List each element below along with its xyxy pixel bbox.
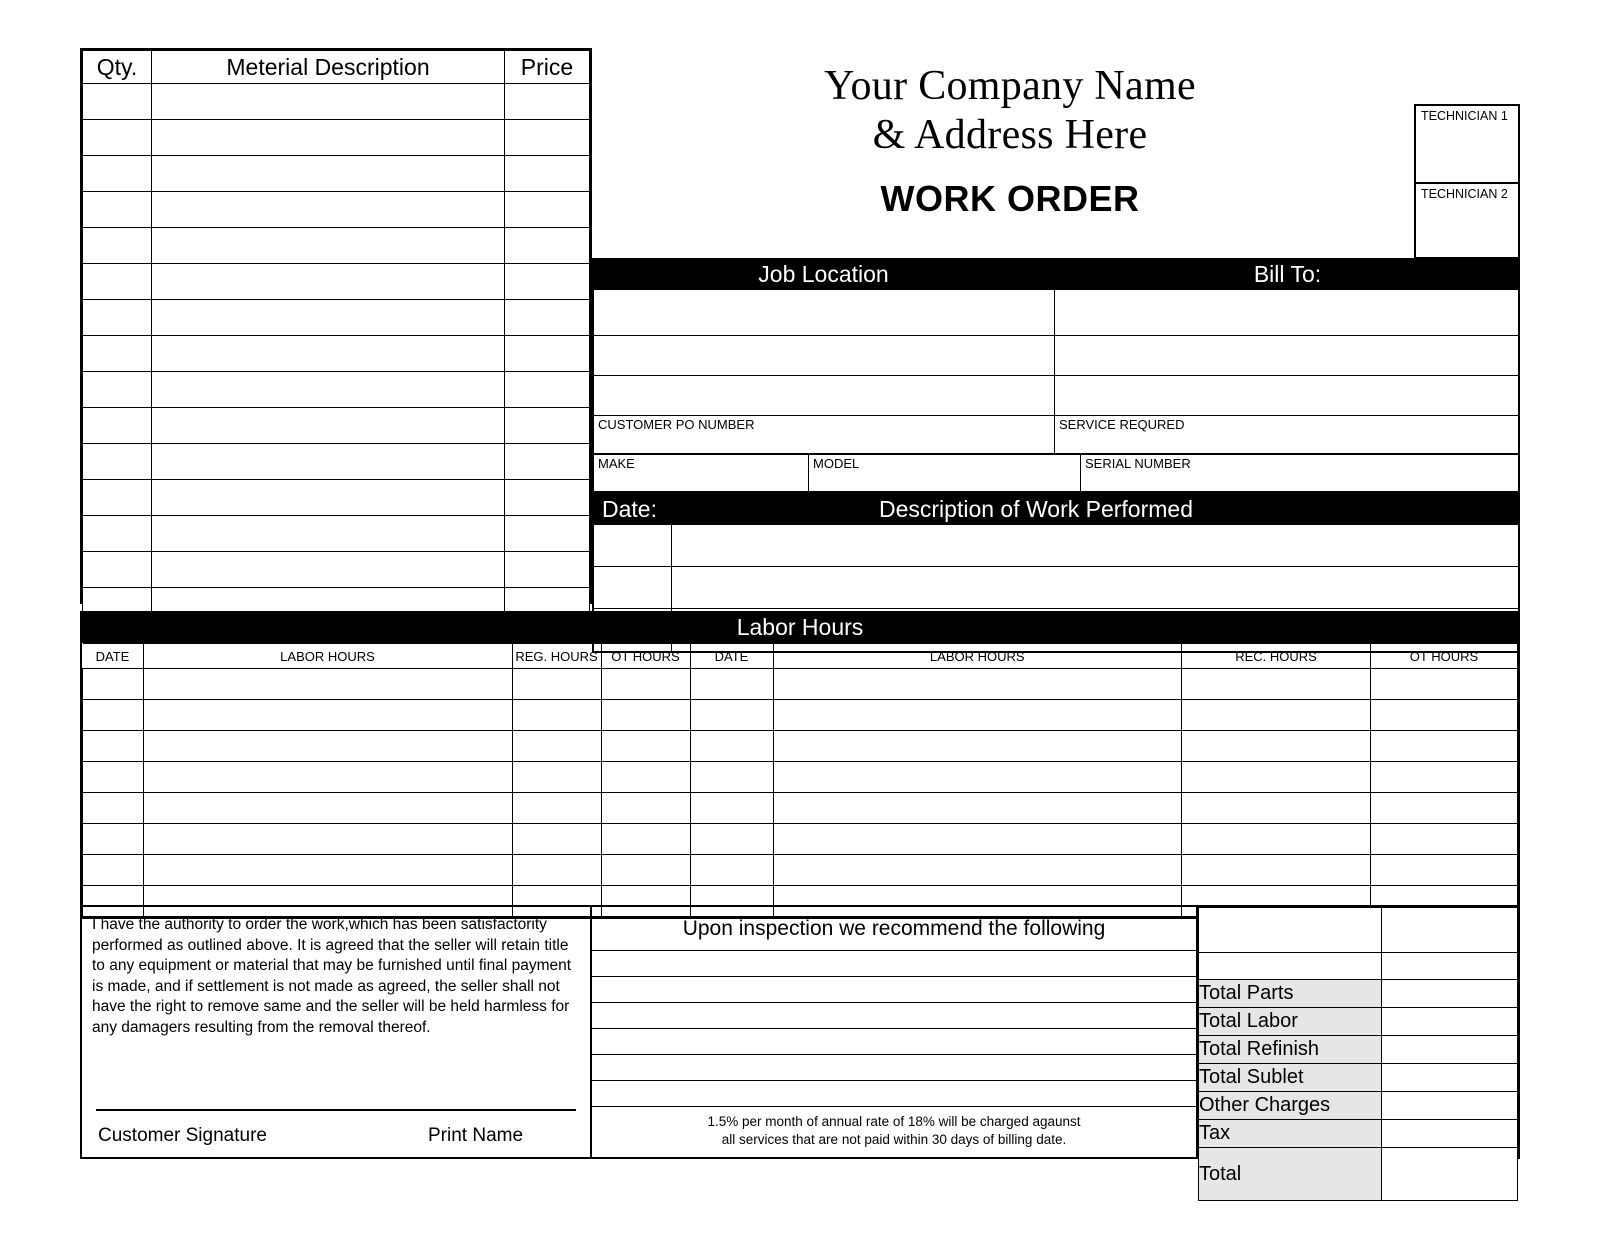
work-performed-description-cell[interactable]: [672, 567, 1518, 608]
billing-terms-line1: 1.5% per month of annual rate of 18% will be charged agaunst: [707, 1114, 1081, 1129]
make-model-serial-row: [592, 455, 1520, 493]
labor-header-reg-hours: REG. HOURS: [512, 644, 601, 669]
inspection-line[interactable]: [592, 1055, 1196, 1081]
labor-ot-hours-right-cell[interactable]: [1371, 669, 1518, 700]
company-header: [600, 62, 1420, 220]
totals-row: [1199, 1036, 1518, 1064]
labor-hours-row: [83, 731, 1518, 762]
billing-terms-line2: all services that are not paid within 30 days of billing date.: [721, 1132, 1067, 1148]
make-label: MAKE: [598, 456, 635, 471]
material-header-description: Meterial Description: [152, 51, 505, 84]
labor-header-ot-hours-left: OT HOURS: [601, 644, 690, 669]
labor-date-left-cell[interactable]: [83, 793, 144, 824]
job-location-field-2[interactable]: [594, 336, 1055, 376]
address-row: [594, 376, 1518, 416]
company-name-line2: & Address Here: [872, 112, 1148, 159]
labor-hours-row: [83, 669, 1518, 700]
material-qty-cell[interactable]: [83, 192, 152, 228]
labor-date-left-cell[interactable]: [83, 824, 144, 855]
labor-hours-row: [83, 700, 1518, 731]
material-header-price: Price: [505, 51, 590, 84]
material-price-cell[interactable]: [505, 84, 590, 120]
material-description-cell[interactable]: [152, 444, 505, 480]
material-qty-cell[interactable]: [83, 408, 152, 444]
labor-ot-hours-right-cell[interactable]: [1371, 793, 1518, 824]
labor-hours-left-cell[interactable]: [143, 762, 512, 793]
totals-spacer-value-cell: [1382, 908, 1518, 953]
labor-ot-hours-left-cell[interactable]: [601, 762, 690, 793]
model-field[interactable]: [809, 455, 1081, 491]
labor-hours-body: [83, 669, 1518, 917]
labor-date-left-cell[interactable]: [83, 700, 144, 731]
material-table-row: [83, 480, 590, 516]
material-price-cell[interactable]: [505, 552, 590, 588]
labor-rec-hours-cell[interactable]: [1182, 824, 1371, 855]
job-location-field-3[interactable]: [594, 376, 1055, 416]
totals-spacer-value-cell: [1382, 953, 1518, 980]
work-performed-row: [594, 525, 1518, 567]
technician-1-field[interactable]: [1416, 106, 1518, 182]
material-table-row: [83, 300, 590, 336]
material-qty-cell[interactable]: [83, 120, 152, 156]
serial-number-label: SERIAL NUMBER: [1085, 456, 1191, 471]
totals-row: [1199, 1064, 1518, 1092]
signature-labels: [82, 1125, 590, 1147]
labor-rec-hours-cell[interactable]: [1182, 793, 1371, 824]
material-description-cell[interactable]: [152, 336, 505, 372]
totals-label-total-refinish: Total Refinish: [1199, 1036, 1382, 1064]
material-price-cell[interactable]: [505, 408, 590, 444]
labor-hours-left-cell[interactable]: [143, 855, 512, 886]
labor-ot-hours-left-cell[interactable]: [601, 700, 690, 731]
labor-reg-hours-cell[interactable]: [512, 669, 601, 700]
labor-ot-hours-right-cell[interactable]: [1371, 700, 1518, 731]
material-description-cell[interactable]: [152, 228, 505, 264]
material-qty-cell[interactable]: [83, 372, 152, 408]
labor-hours-right-cell[interactable]: [773, 731, 1182, 762]
material-table-body: [83, 84, 590, 624]
work-performed-title: Description of Work Performed: [878, 496, 1193, 522]
material-qty-cell[interactable]: [83, 516, 152, 552]
labor-date-left-cell[interactable]: [83, 731, 144, 762]
work-performed-bar: [592, 493, 1520, 525]
totals-label-total-parts: Total Parts: [1199, 980, 1382, 1008]
labor-hours-right-cell[interactable]: [773, 700, 1182, 731]
labor-hours-left-cell[interactable]: [143, 731, 512, 762]
material-price-cell[interactable]: [505, 372, 590, 408]
labor-hours-row: [83, 793, 1518, 824]
material-qty-cell[interactable]: [83, 336, 152, 372]
job-location-bill-to-rows: [592, 290, 1520, 455]
labor-reg-hours-cell[interactable]: [512, 793, 601, 824]
material-qty-cell[interactable]: [83, 228, 152, 264]
inspection-line[interactable]: [592, 1003, 1196, 1029]
labor-hours-row: [83, 824, 1518, 855]
material-description-cell[interactable]: [152, 480, 505, 516]
labor-header-date-right: DATE: [690, 644, 773, 669]
labor-hours-header-row: [83, 644, 1518, 669]
material-header-qty: Qty.: [83, 51, 152, 84]
technician-2-field[interactable]: [1416, 182, 1518, 258]
totals-spacer-label-cell: [1199, 908, 1382, 953]
material-price-cell[interactable]: [505, 336, 590, 372]
labor-hours-grid: [82, 643, 1518, 917]
inspection-line[interactable]: [592, 951, 1196, 977]
material-price-cell[interactable]: [505, 228, 590, 264]
material-description-cell[interactable]: [152, 300, 505, 336]
totals-box: [1198, 905, 1520, 1185]
totals-value-total-parts[interactable]: [1382, 980, 1518, 1008]
material-table-row: [83, 552, 590, 588]
material-price-cell[interactable]: [505, 444, 590, 480]
material-table-row: [83, 264, 590, 300]
material-table-grid: [82, 50, 590, 624]
inspection-title: Upon inspection we recommend the following: [592, 907, 1196, 951]
company-name-line1: Your Company Name: [824, 63, 1196, 109]
authority-statement-box: [80, 905, 592, 1159]
material-description-cell[interactable]: [152, 156, 505, 192]
inspection-lines: [592, 951, 1196, 1107]
material-qty-cell[interactable]: [83, 300, 152, 336]
address-row: [594, 290, 1518, 336]
work-performed-date-cell[interactable]: [594, 567, 672, 608]
job-details-section: [592, 258, 1520, 653]
labor-date-right-cell[interactable]: [690, 762, 773, 793]
service-required-field[interactable]: [1055, 416, 1518, 453]
totals-label-other-charges: Other Charges: [1199, 1092, 1382, 1120]
labor-date-right-cell[interactable]: [690, 669, 773, 700]
labor-date-left-cell[interactable]: [83, 669, 144, 700]
labor-hours-right-cell[interactable]: [773, 824, 1182, 855]
customer-signature-label: Customer Signature: [98, 1125, 267, 1146]
make-field[interactable]: [594, 455, 809, 491]
work-performed-description-cell[interactable]: [672, 525, 1518, 566]
material-table-row: [83, 84, 590, 120]
totals-row: [1199, 980, 1518, 1008]
labor-rec-hours-cell[interactable]: [1182, 669, 1371, 700]
material-description-cell[interactable]: [152, 372, 505, 408]
address-row: [594, 336, 1518, 376]
material-description-cell[interactable]: [152, 120, 505, 156]
labor-ot-hours-right-cell[interactable]: [1371, 731, 1518, 762]
material-table-row: [83, 156, 590, 192]
material-qty-cell[interactable]: [83, 552, 152, 588]
material-table-row: [83, 192, 590, 228]
labor-date-right-cell[interactable]: [690, 731, 773, 762]
labor-ot-hours-left-cell[interactable]: [601, 669, 690, 700]
totals-label-total-sublet: Total Sublet: [1199, 1064, 1382, 1092]
material-table-row: [83, 516, 590, 552]
labor-header-labor-hours-left: LABOR HOURS: [143, 644, 512, 669]
labor-ot-hours-left-cell[interactable]: [601, 824, 690, 855]
material-description-cell[interactable]: [152, 264, 505, 300]
job-location-label: Job Location: [758, 261, 889, 287]
totals-spacer-label-cell: [1199, 953, 1382, 980]
labor-hours-right-cell[interactable]: [773, 669, 1182, 700]
labor-reg-hours-cell[interactable]: [512, 824, 601, 855]
job-location-bill-to-bar: [592, 258, 1520, 290]
authority-statement-text: I have the authority to order the work,which has been satisfactority performed as outlined above. It is agreed that the seller will retain title to any equipment or material that may be furnished until final payment is made, and if settlement is not made as agreed, the seller shall not have the right to remove same and the seller will be held harmless for any damagers resulting from the removal thereof.: [92, 916, 572, 1037]
material-price-cell[interactable]: [505, 120, 590, 156]
material-qty-cell[interactable]: [83, 84, 152, 120]
labor-reg-hours-cell[interactable]: [512, 731, 601, 762]
labor-hours-left-cell[interactable]: [143, 793, 512, 824]
totals-grid: [1198, 907, 1518, 1201]
labor-date-right-cell[interactable]: [690, 700, 773, 731]
material-price-cell[interactable]: [505, 480, 590, 516]
labor-rec-hours-cell[interactable]: [1182, 762, 1371, 793]
labor-hours-section-title: Labor Hours: [80, 611, 1520, 643]
material-price-cell[interactable]: [505, 264, 590, 300]
material-description-cell[interactable]: [152, 192, 505, 228]
customer-po-number-field[interactable]: [594, 416, 1055, 453]
labor-hours-table: [80, 643, 1520, 919]
material-qty-cell[interactable]: [83, 480, 152, 516]
service-required-label: SERVICE REQURED: [1059, 417, 1185, 432]
bill-to-label: Bill To:: [1253, 261, 1322, 287]
labor-hours-left-cell[interactable]: [143, 669, 512, 700]
labor-header-ot-hours-right: OT HOURS: [1371, 644, 1518, 669]
totals-value-total[interactable]: [1382, 1148, 1518, 1201]
inspection-line[interactable]: [592, 1081, 1196, 1107]
material-price-cell[interactable]: [505, 156, 590, 192]
totals-row: [1199, 1092, 1518, 1120]
serial-number-field[interactable]: [1081, 455, 1518, 491]
totals-label-tax: Tax: [1199, 1120, 1382, 1148]
labor-date-right-cell[interactable]: [690, 824, 773, 855]
labor-date-right-cell[interactable]: [690, 793, 773, 824]
customer-po-number-label: CUSTOMER PO NUMBER: [598, 417, 755, 432]
po-service-row: [594, 416, 1518, 453]
labor-date-left-cell[interactable]: [83, 762, 144, 793]
totals-value-other-charges[interactable]: [1382, 1092, 1518, 1120]
labor-hours-row: [83, 855, 1518, 886]
labor-reg-hours-cell[interactable]: [512, 700, 601, 731]
totals-value-total-refinish[interactable]: [1382, 1036, 1518, 1064]
model-label: MODEL: [813, 456, 860, 471]
bill-to-field-3[interactable]: [1055, 376, 1518, 416]
billing-terms-note: [592, 1107, 1196, 1149]
labor-hours-left-cell[interactable]: [143, 824, 512, 855]
labor-ot-hours-left-cell[interactable]: [601, 793, 690, 824]
material-price-cell[interactable]: [505, 192, 590, 228]
work-performed-date-label: Date:: [602, 496, 657, 522]
material-description-cell[interactable]: [152, 516, 505, 552]
totals-label-total: Total: [1199, 1148, 1382, 1201]
totals-value-total-labor[interactable]: [1382, 1008, 1518, 1036]
material-table-row: [83, 372, 590, 408]
material-price-cell[interactable]: [505, 516, 590, 552]
material-qty-cell[interactable]: [83, 444, 152, 480]
technician-box: [1414, 104, 1520, 259]
labor-ot-hours-left-cell[interactable]: [601, 731, 690, 762]
labor-header-labor-hours-right: LABOR HOURS: [773, 644, 1182, 669]
labor-reg-hours-cell[interactable]: [512, 762, 601, 793]
inspection-line[interactable]: [592, 1029, 1196, 1055]
technician-2-label: TECHNICIAN 2: [1421, 186, 1508, 201]
signature-line: [96, 1109, 576, 1111]
technician-1-label: TECHNICIAN 1: [1421, 109, 1508, 123]
material-price-cell[interactable]: [505, 300, 590, 336]
labor-header-date-left: DATE: [83, 644, 144, 669]
labor-reg-hours-cell[interactable]: [512, 855, 601, 886]
document-title: WORK ORDER: [880, 178, 1140, 220]
material-table-row: [83, 228, 590, 264]
bill-to-field-1[interactable]: [1055, 290, 1518, 336]
work-performed-date-cell[interactable]: [594, 525, 672, 566]
bill-to-field-2[interactable]: [1055, 336, 1518, 376]
labor-hours-left-cell[interactable]: [143, 700, 512, 731]
material-description-cell[interactable]: [152, 84, 505, 120]
totals-row: [1199, 1008, 1518, 1036]
material-description-cell[interactable]: [152, 552, 505, 588]
labor-hours-right-cell[interactable]: [773, 793, 1182, 824]
totals-spacer-row: [1199, 953, 1518, 980]
totals-row: [1199, 1120, 1518, 1148]
job-location-field-1[interactable]: [594, 290, 1055, 336]
labor-header-rec-hours: REC. HOURS: [1182, 644, 1371, 669]
material-table-row: [83, 120, 590, 156]
labor-hours-row: [83, 762, 1518, 793]
labor-ot-hours-right-cell[interactable]: [1371, 855, 1518, 886]
totals-label-total-labor: Total Labor: [1199, 1008, 1382, 1036]
material-table-row: [83, 408, 590, 444]
totals-row: [1199, 1148, 1518, 1201]
labor-date-left-cell[interactable]: [83, 855, 144, 886]
totals-value-total-sublet[interactable]: [1382, 1064, 1518, 1092]
material-table: [80, 48, 592, 604]
material-qty-cell[interactable]: [83, 156, 152, 192]
labor-date-right-cell[interactable]: [690, 855, 773, 886]
inspection-recommendation-box: [592, 905, 1198, 1159]
labor-hours-right-cell[interactable]: [773, 855, 1182, 886]
inspection-line[interactable]: [592, 977, 1196, 1003]
work-performed-row: [594, 567, 1518, 609]
totals-spacer-row: [1199, 908, 1518, 953]
labor-rec-hours-cell[interactable]: [1182, 855, 1371, 886]
material-table-row: [83, 444, 590, 480]
totals-body: [1199, 908, 1518, 1201]
labor-rec-hours-cell[interactable]: [1182, 731, 1371, 762]
labor-ot-hours-left-cell[interactable]: [601, 855, 690, 886]
labor-ot-hours-right-cell[interactable]: [1371, 762, 1518, 793]
labor-hours-right-cell[interactable]: [773, 762, 1182, 793]
material-qty-cell[interactable]: [83, 264, 152, 300]
bottom-section: [80, 905, 1520, 1185]
company-name: [600, 62, 1420, 160]
material-table-header-row: [83, 51, 590, 84]
labor-ot-hours-right-cell[interactable]: [1371, 824, 1518, 855]
totals-value-tax[interactable]: [1382, 1120, 1518, 1148]
print-name-label: Print Name: [428, 1125, 524, 1146]
material-table-row: [83, 336, 590, 372]
material-description-cell[interactable]: [152, 408, 505, 444]
labor-rec-hours-cell[interactable]: [1182, 700, 1371, 731]
